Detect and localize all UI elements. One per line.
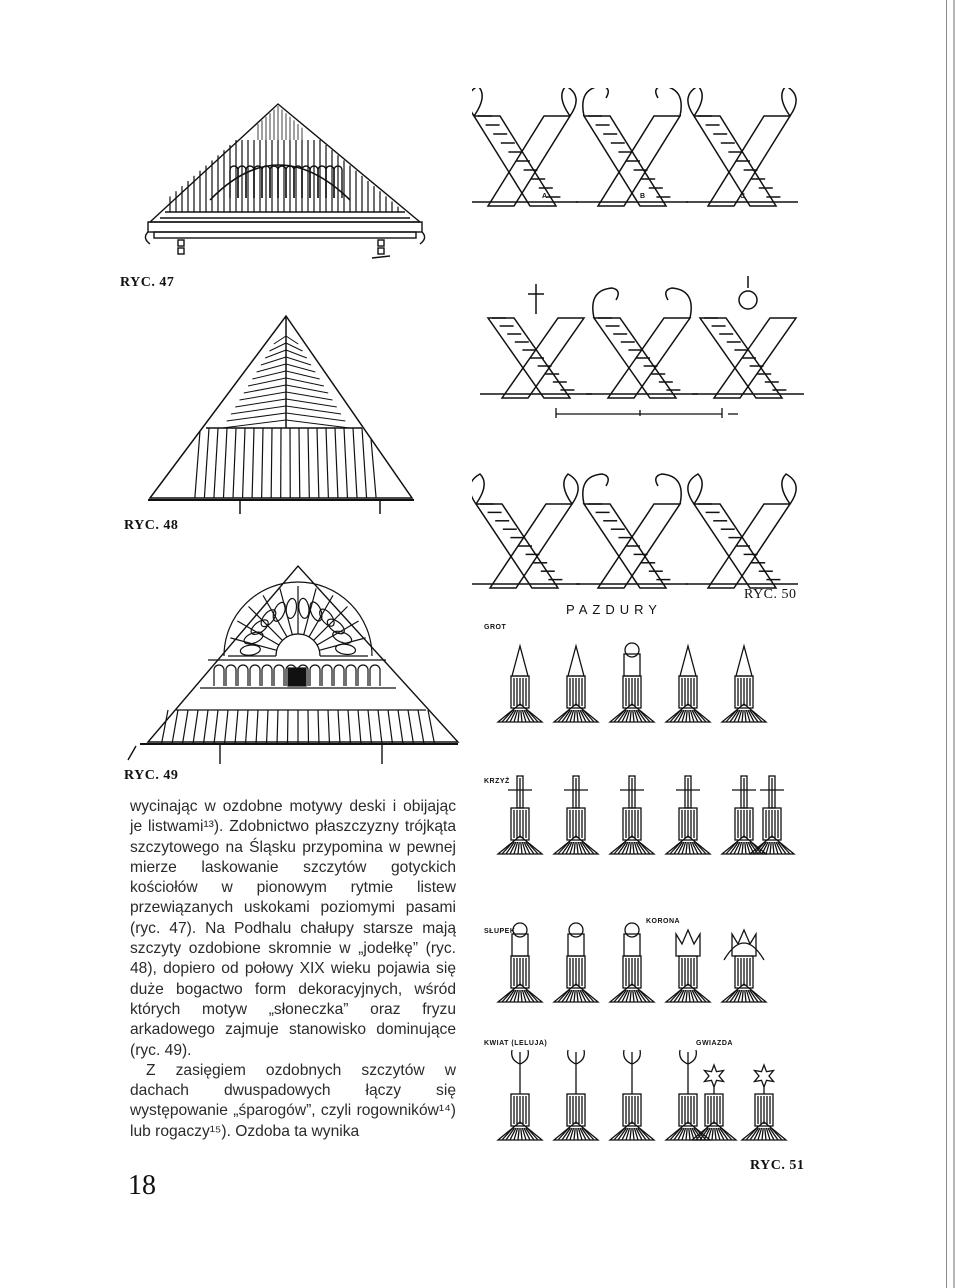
body-paragraph: Z zasięgiem ozdobnych szczytów w dachach dwuspadowych łączy się występowanie „śparogów”, czyli rogowników¹⁴) lub rogaczy¹⁵). Ozdoba ta wynika — [130, 1061, 456, 1140]
figure-49-caption: RYC. 49 — [124, 768, 179, 783]
figure-50-scale-bar — [552, 402, 748, 422]
figure-51-label-korona: KORONA — [646, 918, 681, 925]
body-paragraph: wycinając w ozdobne motywy deski i obijając je listwami¹³). Zdobnictwo płaszczyzny trójkąta szczytowego na Śląsku przypomina w pewnej mierze laskowanie szczytów gotyckich kościołów w pionowym rytmie listew przewiązanych uskokami poziomymi pasami (ryc. 47). Na Podhalu chałupy starsze mają szczyty ozdobione skromnie w „jodełkę” (ryc. 48), dopiero od połowy XIX wieku pojawia się duże bogactwo form dekoracyjnych, wśród których motyw „słoneczka” oraz fryzu arkadowego zajmuje stanowisko dominujące (ryc. 49). — [130, 798, 456, 1059]
figure-50-pazdury-drawing — [472, 88, 812, 608]
figure-48-caption: RYC. 48 — [124, 518, 179, 533]
figure-49-gable-drawing — [120, 560, 460, 770]
page-number: 18 — [128, 1170, 156, 1201]
figure-51-caption: RYC. 51 — [750, 1158, 805, 1173]
figure-48-gable-drawing — [140, 310, 420, 520]
figure-51-label-gwiazda: GWIAZDA — [696, 1040, 733, 1047]
figure-51-label-krzyz: KRZYŻ — [484, 778, 510, 785]
figure-51-label-grot: GROT — [484, 624, 507, 631]
figure-51-label-kwiat: KWIAT (LELUJA) — [484, 1040, 548, 1047]
figure-50-caption: RYC. 50 — [744, 587, 797, 602]
figure-50-row-label-b: B — [640, 193, 646, 200]
scan-edge-line — [946, 0, 947, 1288]
figure-47-gable-drawing — [140, 100, 430, 270]
figure-51-finials-drawing — [472, 630, 812, 1170]
figure-47-caption: RYC. 47 — [120, 275, 175, 290]
figure-51-label-slupek: SŁUPEK — [484, 928, 516, 935]
body-text — [130, 797, 456, 1142]
scan-edge-line — [953, 0, 955, 1288]
figure-50-title: PAZDURY — [566, 602, 662, 617]
figure-50-row-label-a: A — [542, 193, 548, 200]
figure-50-row-label-c: C — [740, 193, 746, 200]
